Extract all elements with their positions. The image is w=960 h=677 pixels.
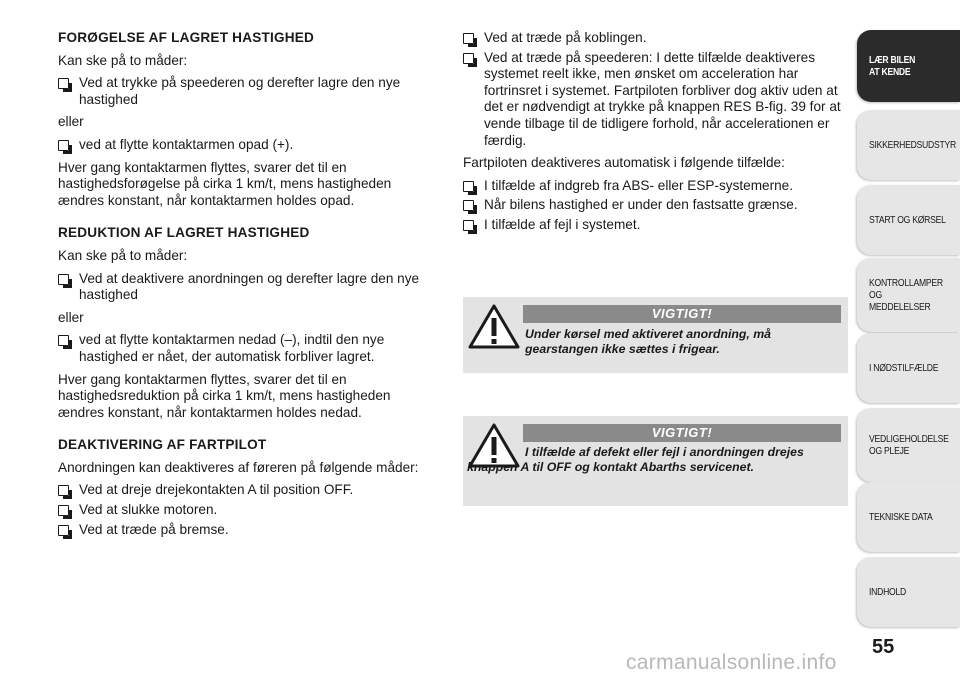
left-column [58,30,438,544]
heading-deactivate-cruise: DEAKTIVERING AF FARTPILOT [58,437,267,453]
list-item: ved at flytte kontaktarmen opad (+). [58,137,438,154]
checkbox-bullet-icon [463,33,474,44]
bullet-list [58,271,438,304]
tab-maintenance[interactable]: VEDLIGEHOLDELSE OG PLEJE [857,408,960,482]
list-item: Ved at deaktivere anordningen og derefter lagre den nye hastighed [58,271,438,304]
warning-box [463,416,848,506]
heading-increase-speed: FORØGELSE AF LAGRET HASTIGHED [58,30,315,45]
checkbox-bullet-icon [58,274,69,285]
paragraph: Hver gang kontaktarmen flyttes, svarer det til en hastighedsreduktion på cirka 1 km/t, mens hastigheden ændres konstant, når kontaktarmen holdes nedad. [58,371,391,420]
paragraph-or: eller [58,309,84,325]
list-item: Ved at dreje drejekontakten A til position OFF. [58,482,438,499]
paragraph: Kan ske på to måder: [58,52,188,68]
warning-label: VIGTIGT! [523,305,841,323]
checkbox-bullet-icon [463,200,474,211]
paragraph: Hver gang kontaktarmen flyttes, svarer det til en hastighedsforøgelse på cirka 1 km/t, mens hastigheden ændres konstant, når kontaktarmen holdes opad. [58,159,392,208]
checkbox-bullet-icon [463,181,474,192]
paragraph: Fartpiloten deaktiveres automatisk i følgende tilfælde: [463,155,785,171]
warning-triangle-icon [467,303,521,350]
tab-safety[interactable]: SIKKERHEDSUDSTYR [857,110,960,180]
list-item: ved at flytte kontaktarmen nedad (–), indtil den nye hastighed er nået, der automatisk forbliver lagret. [58,332,438,365]
bullet-list [463,178,847,234]
paragraph: Kan ske på to måder: [58,247,188,263]
checkbox-bullet-icon [58,525,69,536]
tab-start-driving[interactable]: START OG KØRSEL [857,185,960,255]
bullet-list [463,30,847,149]
checkbox-bullet-icon [58,485,69,496]
bullet-list [58,75,438,108]
warning-box [463,297,848,373]
watermark: carmanualsonline.info [626,651,837,674]
list-item: I tilfælde af fejl i systemet. [463,217,847,234]
checkbox-bullet-icon [58,505,69,516]
list-item: Når bilens hastighed er under den fastsatte grænse. [463,197,847,214]
chapter-sidebar [857,0,960,677]
bullet-list [58,332,438,365]
list-item: Ved at træde på bremse. [58,522,438,539]
tab-technical-data[interactable]: TEKNISKE DATA [857,482,960,552]
page-number: 55 [872,636,895,658]
list-item: Ved at trykke på speederen og derefter lagre den nye hastighed [58,75,438,108]
warning-text: Under kørsel med aktiveret anordning, må gearstangen ikke sættes i frigear. [525,327,772,356]
checkbox-bullet-icon [58,335,69,346]
warning-text: I tilfælde af defekt eller fejl i anordningen drejes knappen A til OFF og kontakt Abarths servicenet. [467,445,804,474]
tab-contents[interactable]: INDHOLD [857,557,960,627]
checkbox-bullet-icon [463,53,474,64]
warning-label: VIGTIGT! [523,424,841,442]
checkbox-bullet-icon [463,220,474,231]
list-item: Ved at slukke motoren. [58,502,438,519]
tab-warning-lights[interactable]: KONTROLLAMPER OG MEDDELELSER [857,258,960,332]
paragraph: Anordningen kan deaktiveres af føreren på følgende måder: [58,459,419,475]
bullet-list [58,482,438,538]
heading-reduce-speed: REDUKTION AF LAGRET HASTIGHED [58,225,310,241]
bullet-list [58,137,438,154]
checkbox-bullet-icon [58,78,69,89]
tab-get-to-know-car[interactable]: LÆR BILEN AT KENDE [857,30,960,102]
list-item: Ved at træde på speederen: I dette tilfælde deaktiveres systemet reelt ikke, men ønsket om acceleration har fortrinsret i systemet. Fartpiloten forbliver dog aktiv uden at det er nødvendigt at trykke på knappen RES B-fig. 39 for at vende tilbage til de tidligere forhold, når accelerationen er færdig. [463,50,847,150]
list-item: I tilfælde af indgreb fra ABS- eller ESP-systemerne. [463,178,847,195]
tab-emergency[interactable]: I NØDSTILFÆLDE [857,333,960,403]
paragraph-or: eller [58,114,84,130]
checkbox-bullet-icon [58,140,69,151]
list-item: Ved at træde på koblingen. [463,30,847,47]
right-column [463,30,847,240]
